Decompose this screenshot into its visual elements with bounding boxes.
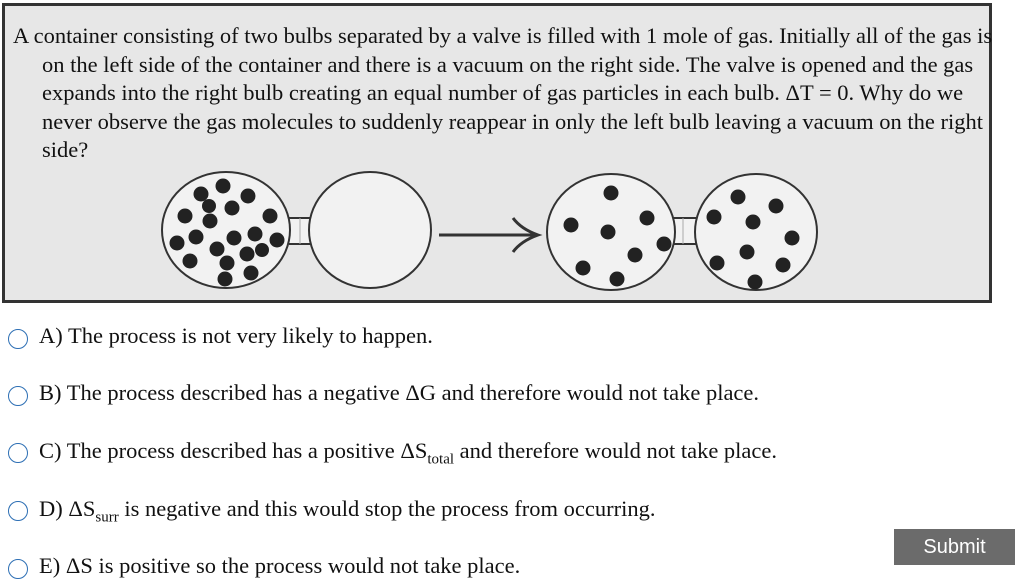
option-e-radio[interactable] — [8, 559, 28, 579]
two-bulb-container-before — [162, 172, 431, 288]
gas-expansion-diagram — [5, 166, 989, 306]
option-b[interactable] — [8, 380, 759, 412]
option-e-label: E) ΔS is positive so the process would not take place. — [39, 553, 521, 578]
arrow-right-icon — [439, 218, 538, 252]
question-box — [2, 3, 992, 303]
option-b-radio[interactable] — [8, 386, 28, 406]
option-d-radio[interactable] — [8, 501, 28, 521]
two-bulb-container-after — [547, 174, 817, 290]
option-a[interactable] — [8, 323, 433, 355]
option-a-radio[interactable] — [8, 329, 28, 349]
option-c[interactable] — [8, 438, 777, 469]
option-d-label: D) $\Delta S_{surr}$ is negative and this would stop the process from occurring. — [39, 496, 656, 526]
option-e[interactable] — [8, 553, 520, 585]
option-c-label: C) The process described has a positive $\Delta S_{total}$ and therefore would not take place. — [39, 438, 778, 468]
submit-button[interactable]: Submit — [894, 529, 1015, 565]
option-c-radio[interactable] — [8, 443, 28, 463]
option-a-label: A) The process is not very likely to happen. — [39, 323, 433, 348]
option-b-label: B) The process described has a negative ΔG and therefore would not take place. — [39, 380, 760, 405]
question-text: A container consisting of two bulbs separated by a valve is filled with 1 mole of gas. Initially all of the gas is on the left side of the container and there is a vacuum on the right side. The valve is opened and the gas expands into the right bulb creating an equal number of gas particles in each bulb. ΔT = 0. Why do we never observe the gas molecules to suddenly reappear in only the left bulb leaving a vacuum on the right side? — [13, 23, 993, 162]
option-d[interactable] — [8, 496, 655, 527]
